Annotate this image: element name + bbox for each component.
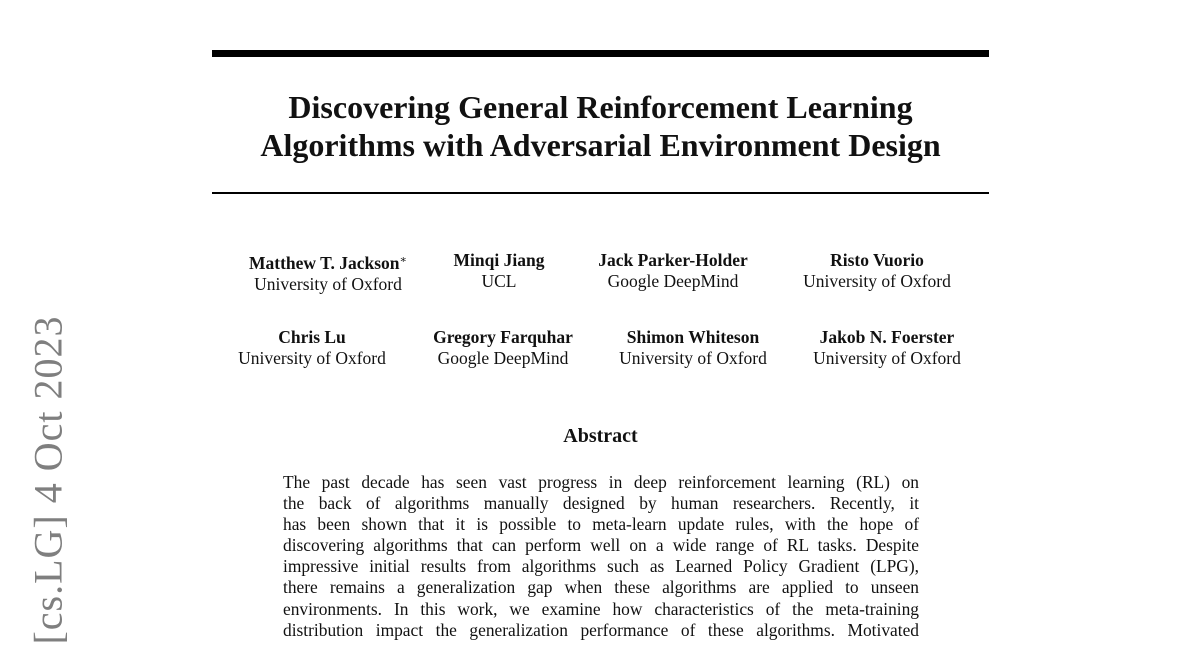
arxiv-sidebar-stamp: [cs.LG] 4 Oct 2023 — [25, 315, 71, 645]
title-line: Algorithms with Adversarial Environment Design — [260, 127, 941, 163]
author-block — [433, 327, 573, 369]
author-affiliation: Google DeepMind — [437, 348, 569, 368]
title-line: Discovering General Reinforcement Learning — [288, 89, 913, 125]
paper-title — [212, 88, 989, 164]
author-affiliation: University of Oxford — [803, 271, 951, 291]
author-affiliation: University of Oxford — [254, 274, 402, 294]
abstract-heading: Abstract — [563, 425, 638, 447]
author-affiliation: Google DeepMind — [607, 271, 739, 291]
author-affiliation: UCL — [481, 271, 517, 291]
author-name: Jakob N. Foerster — [819, 327, 955, 347]
author-block — [619, 327, 767, 369]
author-block — [454, 250, 545, 292]
author-name: Risto Vuorio — [830, 250, 924, 270]
author-name: Chris Lu — [278, 327, 346, 347]
author-block — [803, 250, 951, 292]
author-name: Gregory Farquhar — [433, 327, 573, 347]
author-block — [598, 250, 748, 292]
author-affiliation: University of Oxford — [619, 348, 767, 368]
author-affiliation: University of Oxford — [238, 348, 386, 368]
footnote-mark: ∗ — [399, 254, 408, 266]
abstract-line: there remains a generalization gap when these algorithms are applied to unseen — [283, 577, 919, 598]
author-block — [813, 327, 961, 369]
title-top-rule — [212, 50, 989, 57]
author-name: Jack Parker-Holder — [598, 250, 748, 270]
abstract-line: environments. In this work, we examine how characteristics of the meta-training — [283, 598, 919, 619]
author-name: Matthew T. Jackson∗ — [248, 253, 408, 273]
abstract-line: The past decade has seen vast progress in deep reinforcement learning (RL) on — [283, 472, 919, 492]
author-affiliation: University of Oxford — [813, 348, 961, 368]
author-name: Shimon Whiteson — [626, 327, 760, 347]
author-block — [249, 250, 407, 295]
abstract-body — [283, 472, 919, 641]
abstract-line: discovering algorithms that can perform well on a wide range of RL tasks. Despite — [283, 535, 919, 556]
author-block — [238, 327, 386, 369]
abstract-line: distribution impact the generalization performance of these algorithms. Motivated — [283, 619, 919, 640]
author-name: Minqi Jiang — [453, 250, 545, 270]
abstract-line: has been shown that it is possible to meta-learn update rules, with the hope of — [283, 514, 919, 535]
abstract-line: impressive initial results from algorithms such as Learned Policy Gradient (LPG), — [283, 556, 919, 577]
title-bottom-rule — [212, 192, 989, 194]
abstract-line: the back of algorithms manually designed by human researchers. Recently, it — [283, 493, 919, 514]
